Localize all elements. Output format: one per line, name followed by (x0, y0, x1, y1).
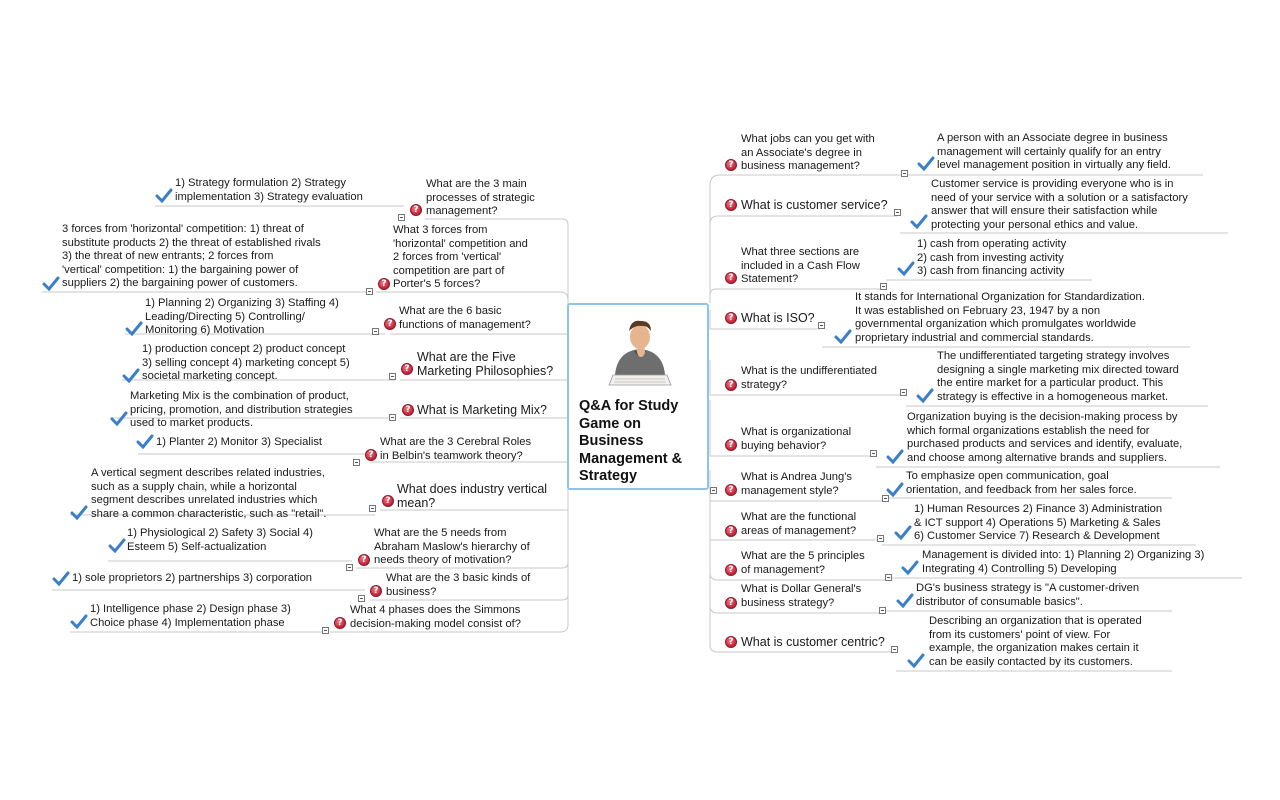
collapse-toggle[interactable] (353, 459, 360, 466)
check-icon (886, 482, 904, 498)
question-icon: ? (384, 318, 396, 330)
right-answer-4: It stands for International Organization for Standardization. It was established on February 23, 1947 by a non governmental organization which promulgates worldwide proprietary industrial and commercial standards. (855, 291, 1145, 344)
question-icon: ? (410, 204, 422, 216)
collapse-toggle[interactable] (880, 283, 887, 290)
left-answer-3: 1) Planning 2) Organizing 3) Staffing 4) Leading/Directing 5) Controlling/ Monitoring 6) Motivation (145, 297, 339, 336)
left-answer-9: 1) sole proprietors 2) partnerships 3) corporation (72, 572, 313, 584)
collapse-toggle[interactable] (879, 607, 886, 614)
check-icon (910, 214, 928, 230)
left-question-6[interactable]: What are the 3 Cerebral Roles in Belbin's teamwork theory? (380, 436, 532, 462)
left-answer-4: 1) production concept 2) product concept 3) selling concept 4) marketing concept 5) societal marketing concept. (142, 343, 350, 382)
left-question-1[interactable]: What are the 3 main processes of strategic management? (426, 178, 535, 217)
check-icon (907, 653, 925, 669)
check-icon (122, 368, 140, 384)
left-answer-1: 1) Strategy formulation 2) Strategy implementation 3) Strategy evaluation (175, 177, 363, 203)
right-answer-11: Describing an organization that is operated from its customers' point of view. For example, the organization makes certain it can be easily contacted by its customers. (929, 615, 1142, 668)
collapse-toggle[interactable] (322, 627, 329, 634)
check-icon (125, 321, 143, 337)
right-answer-5: The undifferentiated targeting strategy involves designing a single marketing mix directed toward the entire market for a particular product. This strategy is effective in a homogeneous market. (937, 350, 1179, 403)
collapse-toggle[interactable] (372, 328, 379, 335)
left-answer-6: 1) Planter 2) Monitor 3) Specialist (156, 436, 323, 448)
left-answer-5: Marketing Mix is the combination of product, pricing, promotion, and distribution strategies used to market products. (130, 390, 353, 429)
check-icon (886, 449, 904, 465)
question-icon: ? (725, 439, 737, 451)
left-question-3[interactable]: What are the 6 basic functions of management? (399, 305, 531, 331)
question-icon: ? (725, 636, 737, 648)
question-icon: ? (365, 449, 377, 461)
right-question-8[interactable]: What are the functional areas of management? (741, 511, 857, 537)
question-icon: ? (334, 617, 346, 629)
right-question-10[interactable]: What is Dollar General's business strategy? (741, 583, 862, 609)
right-question-1[interactable]: What jobs can you get with an Associate's degree in business management? (741, 133, 875, 172)
check-icon (110, 411, 128, 427)
collapse-toggle[interactable] (891, 646, 898, 653)
check-icon (896, 593, 914, 609)
question-icon: ? (378, 278, 390, 290)
question-icon: ? (725, 379, 737, 391)
central-title: Q&A for Study Game on Business Management & Strategy (579, 398, 683, 484)
right-question-3[interactable]: What three sections are included in a Cash Flow Statement? (741, 246, 860, 285)
right-answer-9: Management is divided into: 1) Planning 2) Organizing 3) Integrating 4) Controlling 5) Developing (922, 549, 1205, 575)
collapse-toggle[interactable] (870, 450, 877, 457)
right-question-5[interactable]: What is the undifferentiated strategy? (741, 365, 877, 391)
check-icon (894, 525, 912, 541)
right-answer-10: DG's business strategy is "A customer-driven distributor of consumable basics". (916, 582, 1140, 608)
right-answer-7: To emphasize open communication, goal orientation, and feedback from her sales force. (906, 470, 1137, 496)
right-answer-8: 1) Human Resources 2) Finance 3) Administration & ICT support 4) Operations 5) Marketing & Sales 6) Customer Service 7) Research & Development (914, 503, 1163, 542)
question-icon: ? (402, 404, 414, 416)
question-icon: ? (382, 495, 394, 507)
check-icon (52, 571, 70, 587)
check-icon (155, 188, 173, 204)
check-icon (834, 329, 852, 345)
left-question-8[interactable]: What are the 5 needs from Abraham Maslow's hierarchy of needs theory of motivation? (374, 527, 530, 566)
right-question-9[interactable]: What are the 5 principles of management? (741, 550, 865, 576)
collapse-toggle[interactable] (885, 574, 892, 581)
collapse-toggle[interactable] (877, 535, 884, 542)
left-question-10[interactable]: What 4 phases does the Simmons decision-making model consist of? (350, 604, 522, 630)
check-icon (108, 538, 126, 554)
question-icon: ? (725, 525, 737, 537)
question-icon: ? (725, 272, 737, 284)
central-topic[interactable] (567, 303, 709, 490)
collapse-toggle[interactable] (346, 564, 353, 571)
left-answer-7: A vertical segment describes related industries, such as a supply chain, while a horizontal segment describes unrelated industries which share a common characteristic, such as "retail". (91, 467, 327, 520)
check-icon (901, 560, 919, 576)
check-icon (70, 505, 88, 521)
right-answer-3: 1) cash from operating activity 2) cash from investing activity 3) cash from financing activity (917, 238, 1067, 277)
check-icon (136, 434, 154, 450)
check-icon (917, 156, 935, 172)
check-icon (70, 614, 88, 630)
collapse-toggle[interactable] (398, 214, 405, 221)
student-reading-icon (605, 313, 675, 389)
right-question-4[interactable]: What is ISO? (741, 311, 815, 325)
question-icon: ? (401, 363, 413, 375)
check-icon (42, 276, 60, 292)
left-question-7[interactable]: What does industry vertical mean? (397, 482, 548, 510)
right-answer-6: Organization buying is the decision-making process by which formal organizations establish the need for purchased products and services and identify, evaluate, and choose among alternative brands and suppliers. (907, 411, 1183, 464)
collapse-toggle[interactable] (358, 595, 365, 602)
check-icon (897, 261, 915, 277)
collapse-toggle[interactable] (901, 170, 908, 177)
left-answer-8: 1) Physiological 2) Safety 3) Social 4) Esteem 5) Self-actualization (127, 527, 313, 553)
collapse-toggle[interactable] (894, 209, 901, 216)
collapse-toggle[interactable] (369, 505, 376, 512)
right-answer-1: A person with an Associate degree in business management will certainly qualify for an entry level management position in virtually any field. (937, 132, 1171, 171)
question-icon: ? (370, 585, 382, 597)
right-question-11[interactable]: What is customer centric? (741, 635, 885, 649)
left-question-4[interactable]: What are the Five Marketing Philosophies? (417, 350, 554, 378)
right-question-6[interactable]: What is organizational buying behavior? (741, 426, 852, 452)
question-icon: ? (358, 554, 370, 566)
left-answer-10: 1) Intelligence phase 2) Design phase 3) Choice phase 4) Implementation phase (90, 603, 291, 629)
right-answer-2: Customer service is providing everyone who is in need of your service with a solution or a satisfactory answer that will ensure their satisfaction while protecting your personal ethics and value. (931, 178, 1188, 231)
question-icon: ? (725, 312, 737, 324)
right-question-7[interactable]: What is Andrea Jung's management style? (741, 471, 852, 497)
collapse-toggle[interactable] (389, 414, 396, 421)
collapse-toggle[interactable] (710, 487, 717, 494)
collapse-toggle[interactable] (366, 288, 373, 295)
question-icon: ? (725, 199, 737, 211)
collapse-toggle[interactable] (900, 389, 907, 396)
check-icon (916, 388, 934, 404)
question-icon: ? (725, 159, 737, 171)
left-question-2[interactable]: What 3 forces from 'horizontal' competition and 2 forces from 'vertical' competition are part of Porter's 5 forces? (393, 224, 528, 290)
collapse-toggle[interactable] (389, 373, 396, 380)
left-answer-2: 3 forces from 'horizontal' competition: 1) threat of substitute products 2) the threat of established rivals 3) the threat of new entrants; 2 forces from 'vertical' competition: 1) the bargaining power of suppliers 2) the bargaining power of customers. (62, 223, 321, 289)
question-icon: ? (725, 564, 737, 576)
question-icon: ? (725, 597, 737, 609)
question-icon: ? (725, 484, 737, 496)
left-question-5[interactable]: What is Marketing Mix? (417, 403, 547, 417)
left-question-9[interactable]: What are the 3 basic kinds of business? (386, 572, 531, 598)
right-question-2[interactable]: What is customer service? (741, 198, 888, 212)
collapse-toggle[interactable] (818, 322, 825, 329)
